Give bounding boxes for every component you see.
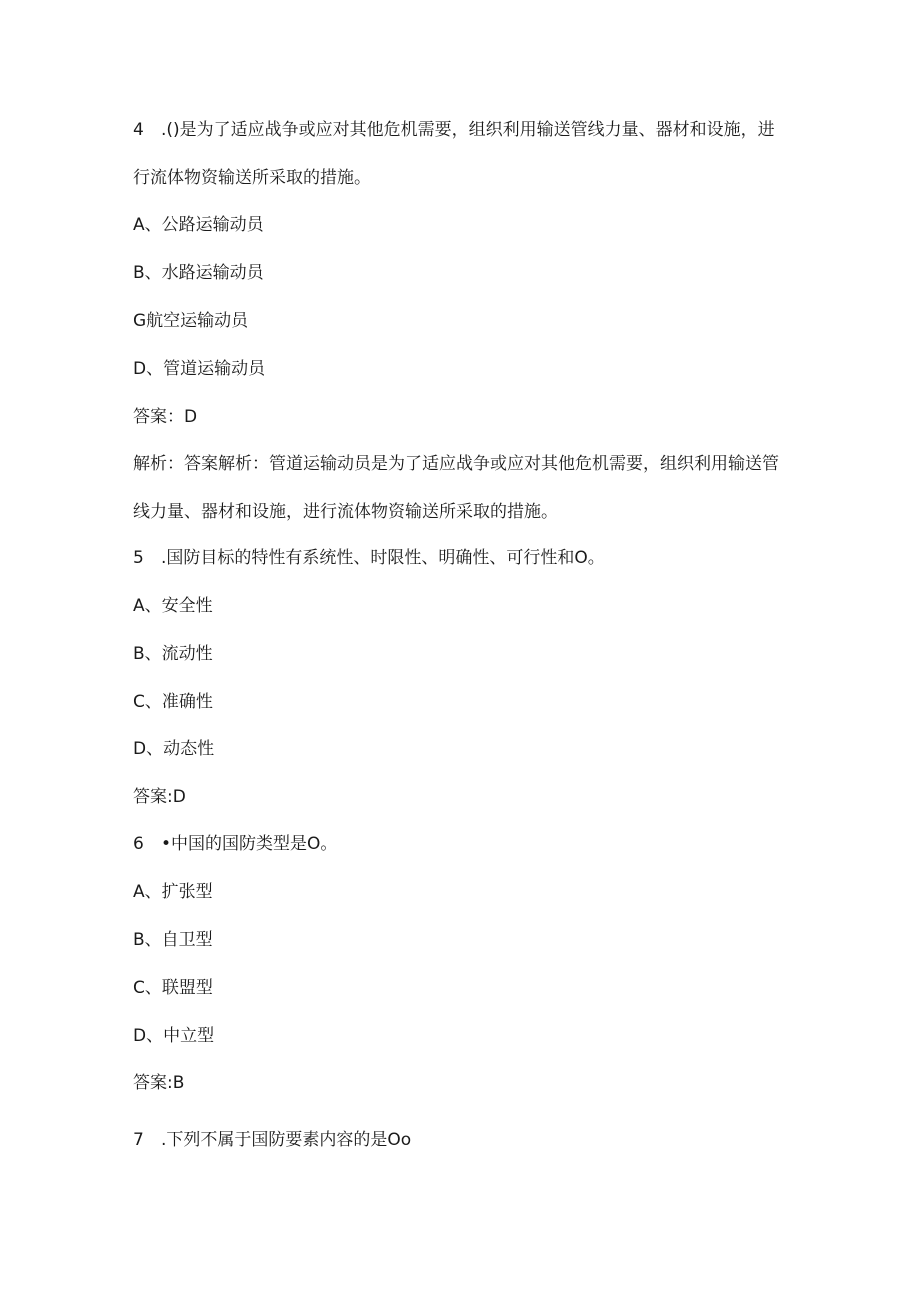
question-number: 5 [133, 548, 144, 568]
question-7-stem [133, 1128, 411, 1152]
question-4-analysis-line-1: 解析：答案解析：管道运输动员是为了适应战争或应对其他危机需要，组织利用输送管 [133, 454, 779, 474]
question-4-option-a: A、公路运输动员 [133, 215, 264, 235]
question-4-stem-line-1 [133, 118, 775, 142]
question-4-stem-line-2: 行流体物资输送所采取的措施。 [133, 168, 371, 188]
question-stem-text: .国防目标的特性有系统性、时限性、明确性、可行性和O。 [161, 548, 605, 568]
question-number: 6 [133, 834, 144, 854]
question-6-option-d: D、中立型 [133, 1026, 215, 1046]
question-5-stem [133, 546, 605, 570]
question-stem-text: •中国的国防类型是O。 [161, 834, 338, 854]
question-number: 7 [133, 1130, 144, 1150]
question-4-option-b: B、水路运输动员 [133, 263, 264, 283]
question-stem-text: .下列不属于国防要素内容的是Oo [161, 1130, 412, 1150]
question-4-answer: 答案：D [133, 407, 198, 427]
question-6-option-c: C、联盟型 [133, 978, 213, 998]
question-4-option-c: G航空运输动员 [133, 311, 249, 331]
question-5-option-a: A、安全性 [133, 596, 213, 616]
question-stem-text: .()是为了适应战争或应对其他危机需要，组织利用输送管线力量、器材和设施，进 [161, 120, 775, 140]
question-6-stem [133, 832, 337, 856]
question-5-option-c: C、准确性 [133, 692, 213, 712]
question-number: 4 [133, 120, 144, 140]
question-6-answer: 答案:B [133, 1073, 185, 1093]
question-4-option-d: D、管道运输动员 [133, 359, 266, 379]
question-5-option-b: B、流动性 [133, 644, 213, 664]
question-4-analysis-line-2: 线力量、器材和设施，进行流体物资输送所采取的措施。 [133, 502, 558, 522]
question-6-option-a: A、扩张型 [133, 882, 213, 902]
question-5-answer: 答案:D [133, 787, 186, 807]
question-5-option-d: D、动态性 [133, 739, 215, 759]
question-6-option-b: B、自卫型 [133, 930, 213, 950]
